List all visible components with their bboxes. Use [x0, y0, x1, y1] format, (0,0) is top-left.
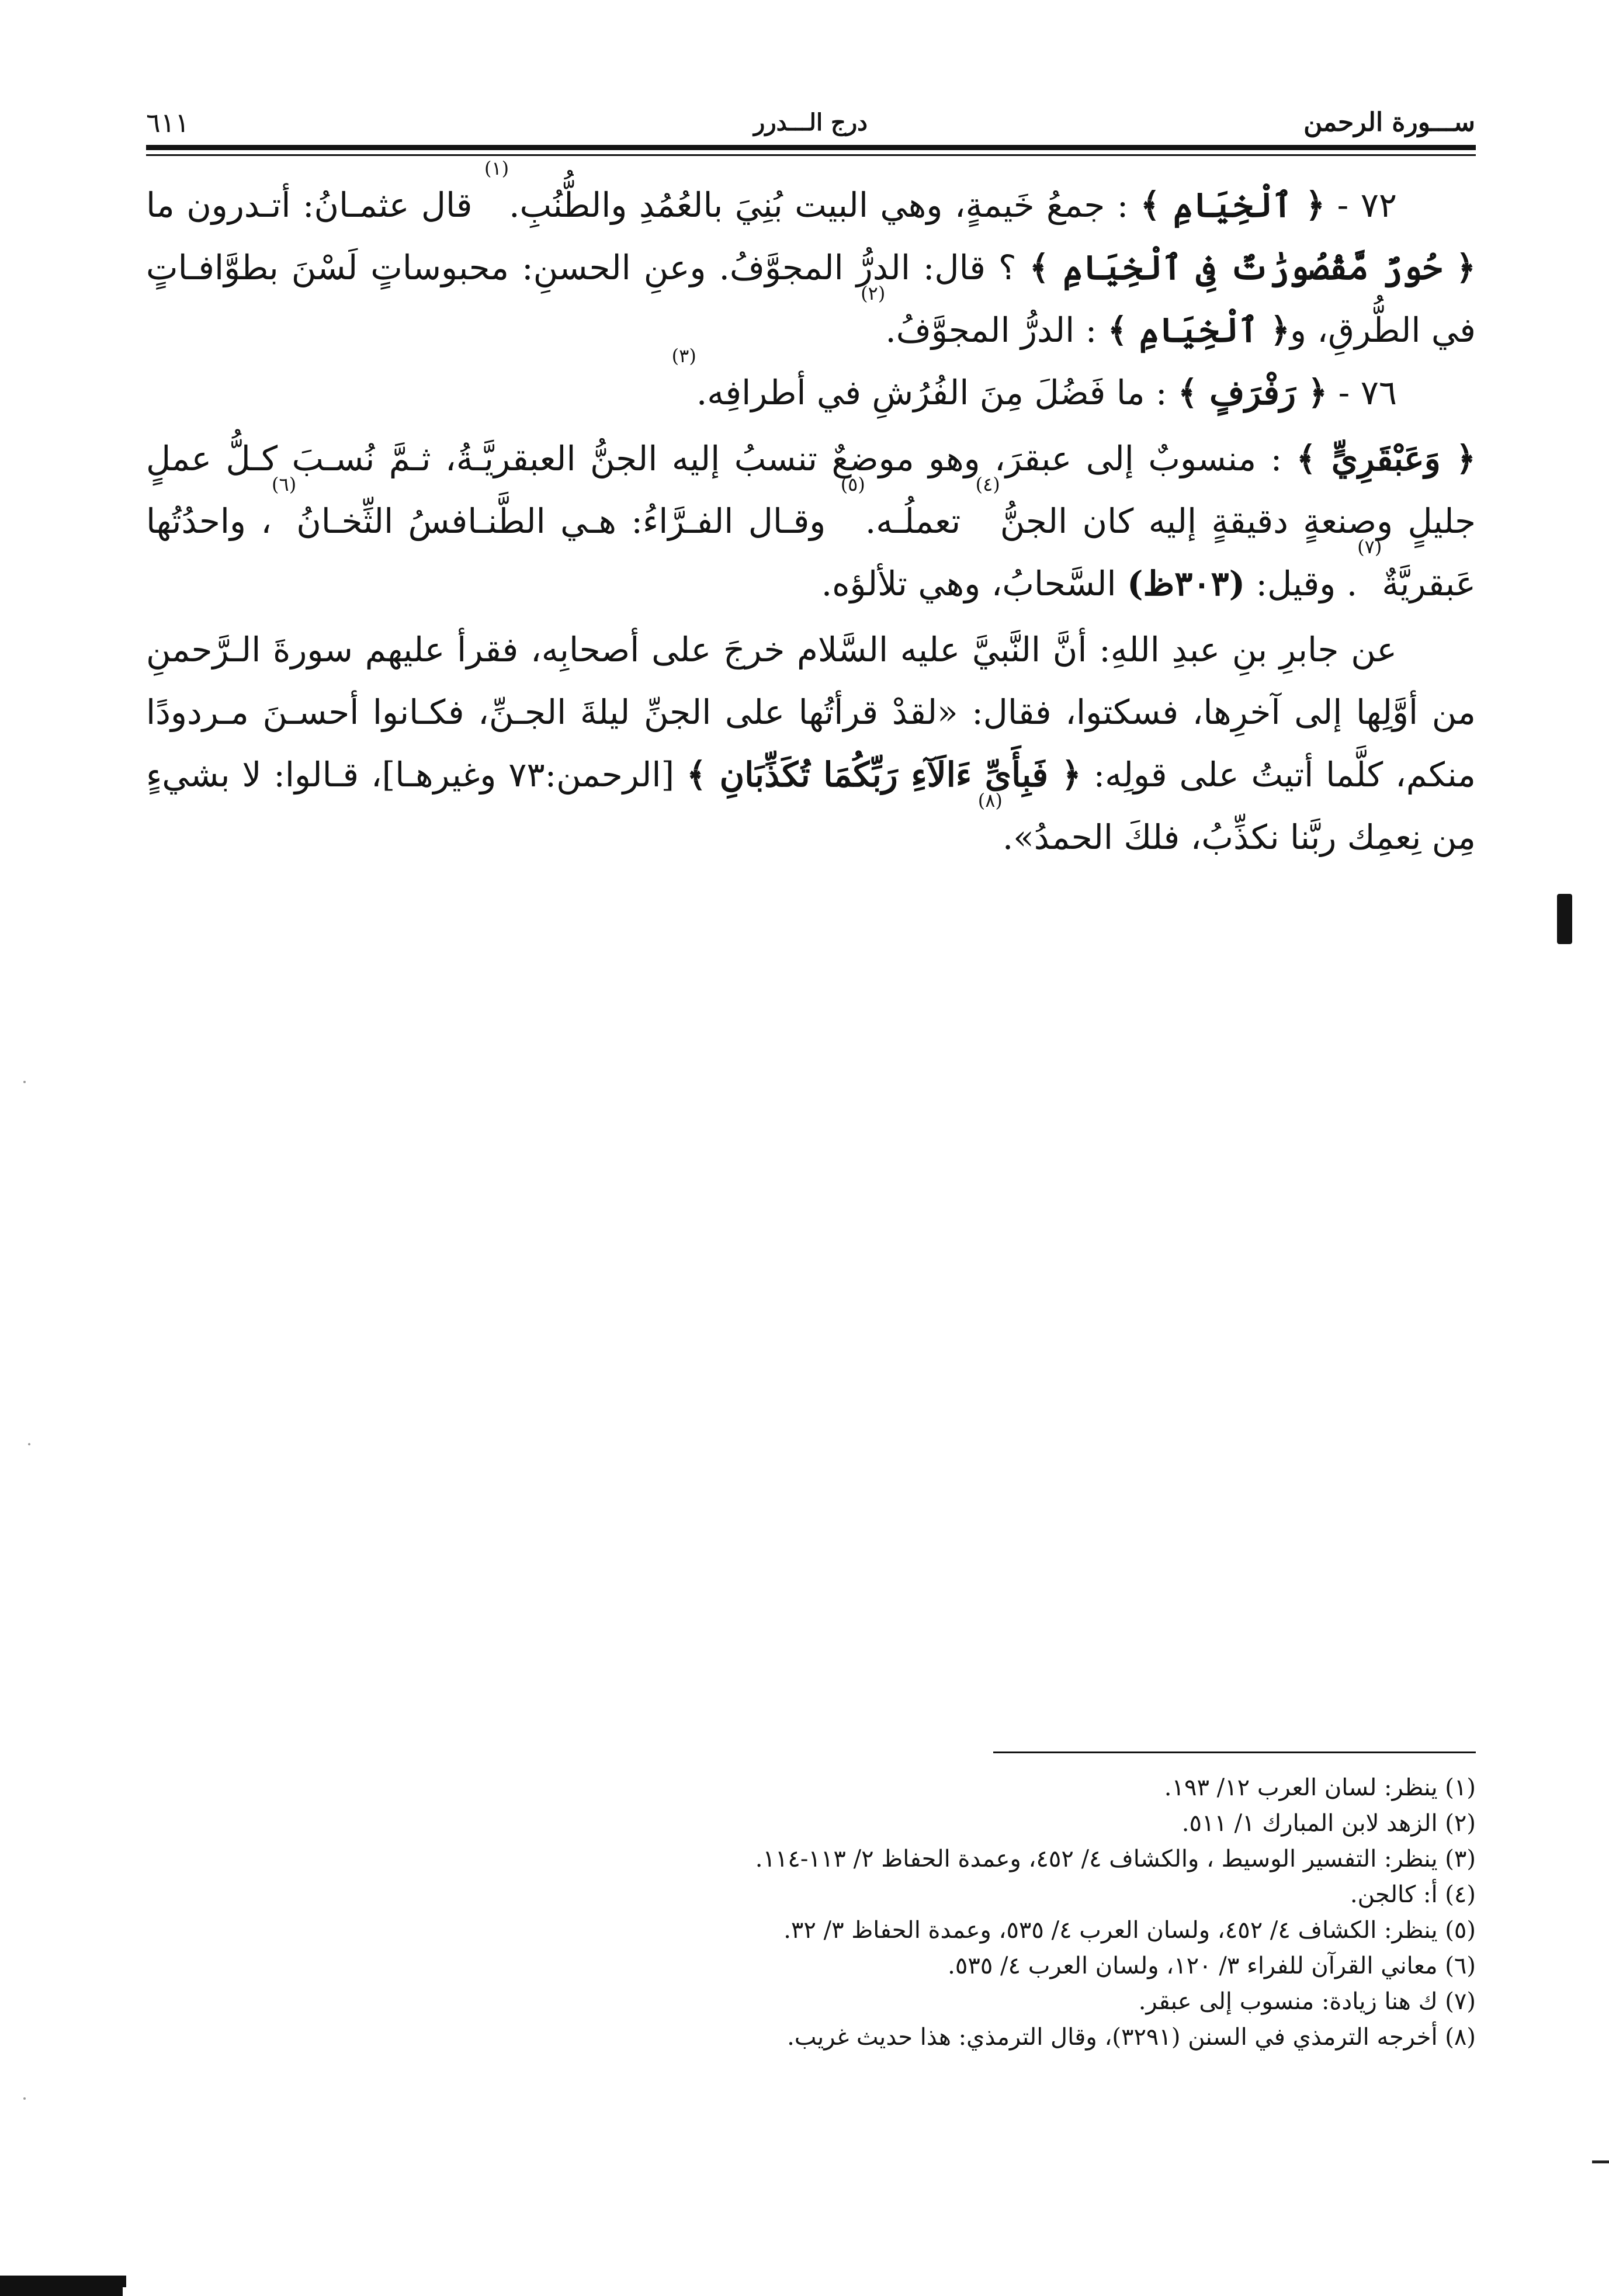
text-run: ؟ قال: الدرُّ المجوَّفُ. وعنِ الحسنِ: محبوساتٍ لَسْنَ بطوَّافـاتٍ في الطُّرقِ، و — [146, 248, 1476, 350]
margin-mark — [1557, 894, 1572, 944]
page-number: ٦١١ — [146, 107, 190, 138]
scan-corner-shadow — [0, 2276, 123, 2296]
running-header — [146, 108, 1475, 137]
footnote-7: (٧) ك هنا زيادة: منسوب إلى عبقر. — [1138, 1988, 1476, 2015]
footnote-ref[interactable]: (٦) — [272, 473, 297, 495]
quran-quote: ﴿ حُورٌ مَّقْصُورَٰتٌ فِى ٱلْخِيَامِ ﴾ — [1029, 248, 1476, 287]
text-run: : منسوبٌ إلى عبقرَ، وهو موضعٌ تنسبُ إليه الجنُّ العبقريَّـةُ، ثـمَّ نُسـبَ كـلُّ عملٍ جليلٍ وصنعةٍ دقيقةٍ إليه كان الجنُّ — [146, 439, 1476, 541]
footnote-4: (٤) أ: كالجن. — [1350, 1881, 1476, 1908]
paragraph-verse-72 — [146, 157, 1476, 362]
paragraph-abqari — [146, 428, 1476, 615]
quran-quote: ﴿ وَعَبْقَرِيٍّ ﴾ — [1296, 439, 1476, 478]
footnotes — [146, 1770, 1476, 2055]
text-run: : جمعُ خَيمةٍ، وهي البيت بُنِيَ بالعُمُدِ والطُّنُبِ. — [509, 185, 1140, 225]
paragraph-verse-76 — [146, 345, 1476, 424]
footnote-ref[interactable]: (٥) — [840, 473, 865, 495]
manuscript-folio-ref: (٣٠٣ظ) — [1127, 564, 1246, 604]
text-run: : الدرُّ المجوَّفُ. — [885, 310, 1108, 350]
footnote-ref[interactable]: (٧) — [1357, 536, 1382, 558]
footnote-8: (٨) أخرجه الترمذي في السنن (٣٢٩١)، وقال الترمذي: هذا حديث غريب. — [787, 2024, 1476, 2051]
header-rule-thin — [146, 154, 1476, 156]
footnote-ref[interactable]: (٤) — [975, 473, 1000, 495]
footnote-ref[interactable]: (٨) — [977, 789, 1003, 811]
text-run: : ما فَضُلَ مِنَ الفُرُشِ في أطرافِه. — [696, 373, 1178, 412]
header-rule-thick — [146, 145, 1476, 150]
footnote-5: (٥) ينظر: الكشاف ٤/ ٤٥٢، ولسان العرب ٤/ ٥٣٥، وعمدة الحفاظ ٣/ ٣٢. — [783, 1917, 1476, 1944]
text-run: قال عثمـانُ: أتـدرون ما — [146, 185, 484, 225]
quran-quote: ﴿ رَفْرَفٍ ﴾ — [1177, 373, 1328, 412]
footnote-6: (٦) معاني القرآن للفراء ٣/ ١٢٠، ولسان العرب ٤/ ٥٣٥. — [948, 1952, 1476, 1979]
quran-quote: ﴿ ٱلْخِيَامِ ﴾ — [1107, 310, 1290, 350]
paragraph-hadith-jabir — [146, 619, 1476, 869]
scan-speck — [23, 1081, 26, 1083]
footnote-1: (١) ينظر: لسان العرب ١٢/ ١٩٣. — [1164, 1774, 1476, 1801]
main-text — [146, 157, 1476, 869]
scan-edge-mark — [1592, 2160, 1609, 2163]
footnote-3: (٣) ينظر: التفسير الوسيط ، والكشاف ٤/ ٤٥٢، وعمدة الحفاظ ٢/ ١١٣-١١٤. — [755, 1846, 1476, 1872]
quran-quote: ﴿ فَبِأَىِّ ءَالَآءِ رَبِّكُمَا تُكَذِّبَانِ ﴾ — [686, 755, 1081, 795]
quran-quote: ﴿ ٱلْخِيَامِ ﴾ — [1140, 185, 1326, 225]
verse-number: ٧٦ - — [1327, 373, 1397, 412]
scan-speck — [28, 1443, 30, 1445]
text-run: وقـال الفـرَّاءُ: هـي الطَّنـافسُ الثِّخـانُ — [296, 501, 841, 541]
text-run: عن جابرِ بنِ عبدِ اللهِ: أنَّ النَّبيَّ عليه السَّلام خرجَ على أصحابِه، فقرأ عليهم سورةَ الـرَّحمنِ من أوَّلِها إلى آخرِها، فسكتوا، فقال: «لقدْ قرأتُها على الجنِّ ليلةَ الجـنِّ، فكـانوا أحسـنَ مـردودًا منكم، كلَّما أتيتُ على قولِه: — [146, 630, 1476, 795]
footnote-2: (٢) الزهد لابن المبارك ١/ ٥١١. — [1181, 1810, 1476, 1837]
footnote-ref[interactable]: (١) — [484, 157, 509, 179]
verse-number: ٧٢ - — [1325, 185, 1397, 225]
text-run: تعملُـه. — [865, 501, 976, 541]
text-run: السَّحابُ، وهي تلألؤه. — [821, 564, 1128, 604]
surah-title: ســـورة الرحمن — [1303, 107, 1475, 137]
footnote-separator — [993, 1752, 1476, 1753]
text-run: [الرحمن:٧٣ وغيرهـا]، قـالوا: لا بشيءٍ مِن نِعمِك ربَّنا نكذِّبُ، فلكَ الحمدُ». — [146, 755, 1476, 857]
scan-corner-tick — [123, 2276, 126, 2287]
book-title: درج الـــدرر — [754, 109, 868, 136]
text-run: . وقيل: — [1245, 564, 1358, 604]
scan-speck — [23, 2097, 26, 2100]
text-run: ، واحدُتُها عَبقريَّةٌ — [146, 501, 1476, 604]
footnote-ref[interactable]: (٢) — [861, 282, 886, 304]
footnote-ref[interactable]: (٣) — [671, 345, 696, 367]
